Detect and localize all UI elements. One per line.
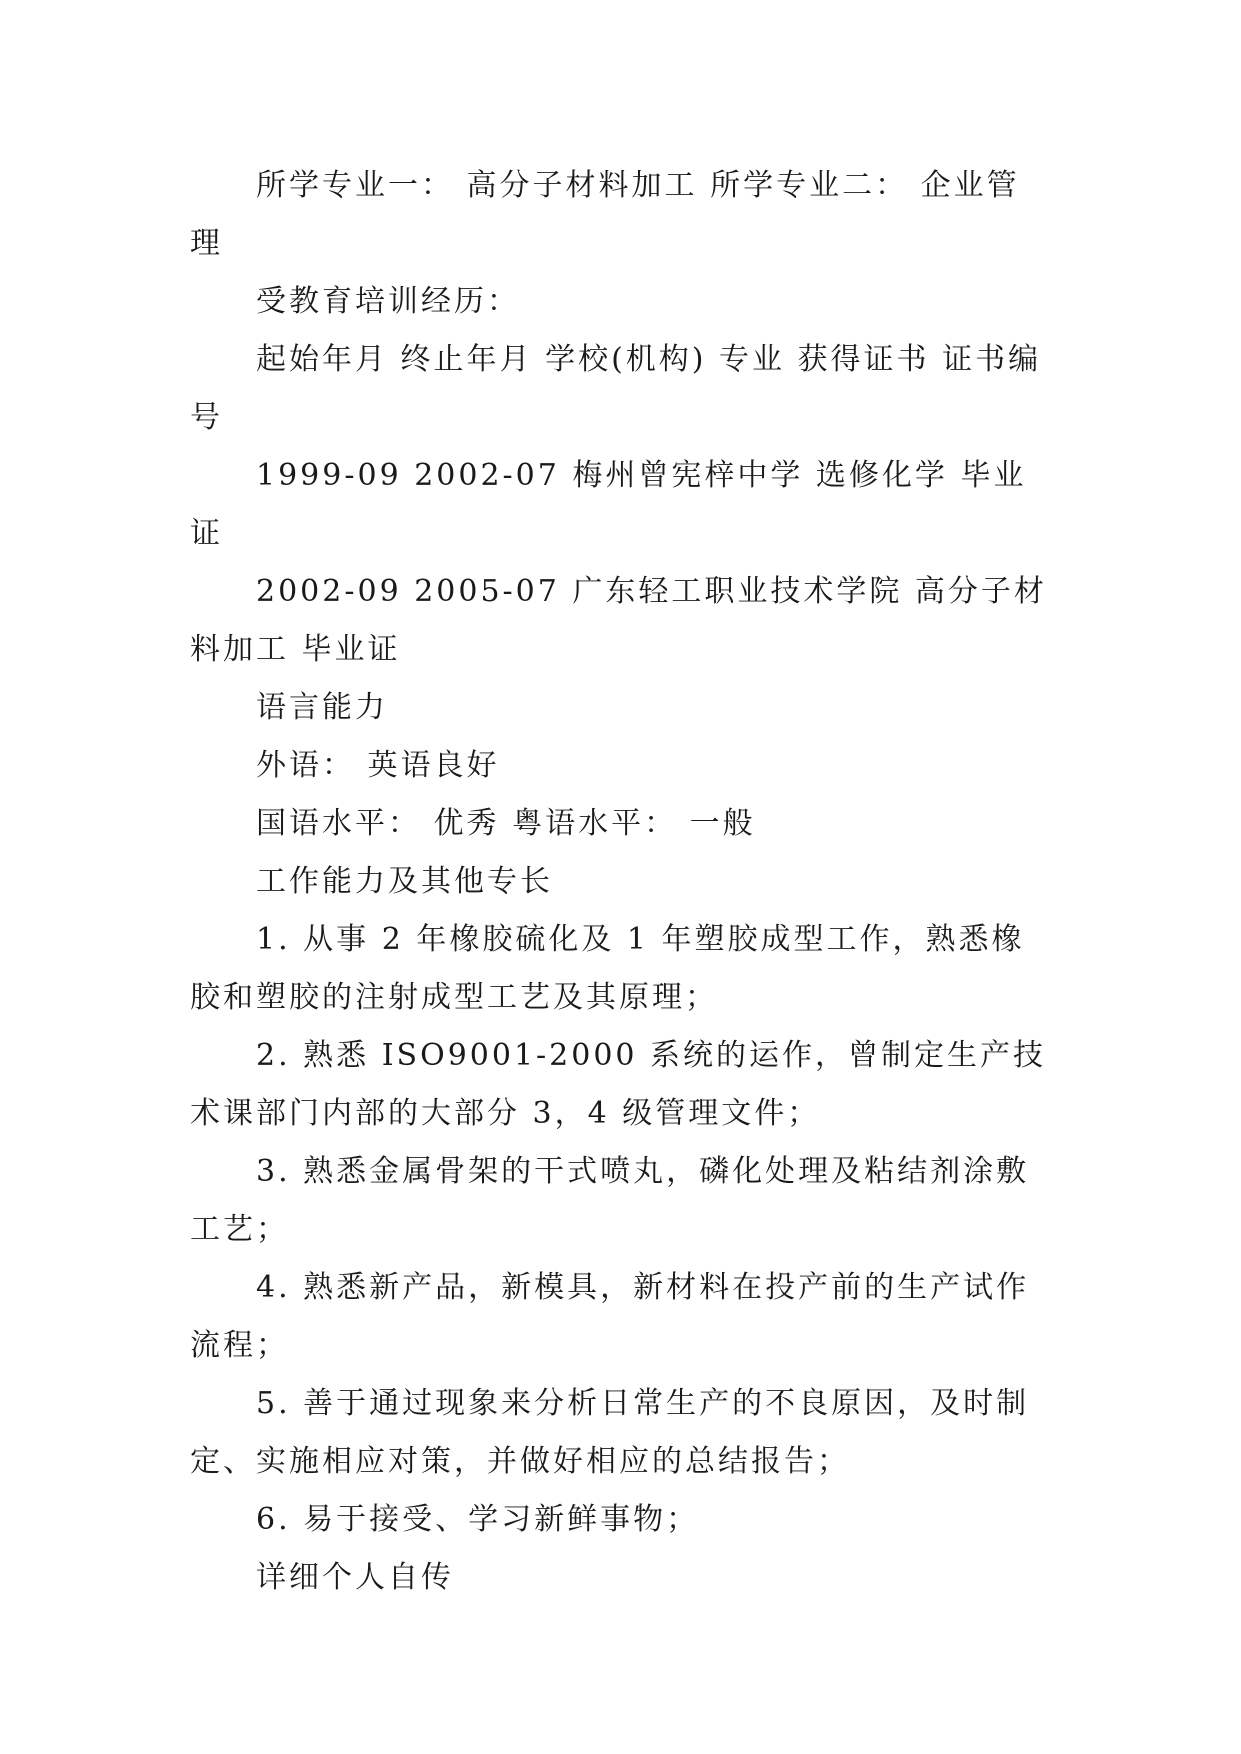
- paragraph-education-row-2: 2002-09 2005-07 广东轻工职业技术学院 高分子材料加工 毕业证: [190, 574, 1047, 667]
- paragraph-skill-1: 1. 从事 2 年橡胶硫化及 1 年塑胶成型工作，熟悉橡胶和塑胶的注射成型工艺及其原理；: [190, 922, 1025, 1015]
- paragraph-language-heading: 语言能力: [256, 690, 388, 725]
- document-body: [190, 157, 1050, 1607]
- paragraph-skill-4: 4. 熟悉新产品，新模具，新材料在投产前的生产试作流程；: [190, 1270, 1030, 1363]
- paragraph-education-heading: 受教育培训经历：: [256, 284, 520, 319]
- paragraph-skill-5: 5. 善于通过现象来分析日常生产的不良原因，及时制定、实施相应对策，并做好相应的总结报告；: [190, 1386, 1030, 1479]
- paragraph-dialects: 国语水平： 优秀 粤语水平： 一般: [256, 806, 756, 841]
- paragraph-skills-heading: 工作能力及其他专长: [256, 864, 553, 899]
- paragraph-skill-3: 3. 熟悉金属骨架的干式喷丸，磷化处理及粘结剂涂敷工艺；: [190, 1154, 1030, 1247]
- paragraph-autobiography-heading: 详细个人自传: [256, 1560, 454, 1595]
- paragraph-skill-6: 6. 易于接受、学习新鲜事物；: [256, 1502, 700, 1537]
- paragraph-education-columns: 起始年月 终止年月 学校(机构) 专业 获得证书 证书编号: [190, 342, 1042, 435]
- paragraph-majors: 所学专业一： 高分子材料加工 所学专业二： 企业管理: [190, 168, 1020, 261]
- paragraph-skill-2: 2. 熟悉 ISO9001-2000 系统的运作，曾制定生产技术课部门内部的大部分 3，4 级管理文件；: [190, 1038, 1047, 1131]
- paragraph-foreign-language: 外语： 英语良好: [256, 748, 500, 783]
- paragraph-education-row-1: 1999-09 2002-07 梅州曾宪梓中学 选修化学 毕业证: [190, 458, 1027, 551]
